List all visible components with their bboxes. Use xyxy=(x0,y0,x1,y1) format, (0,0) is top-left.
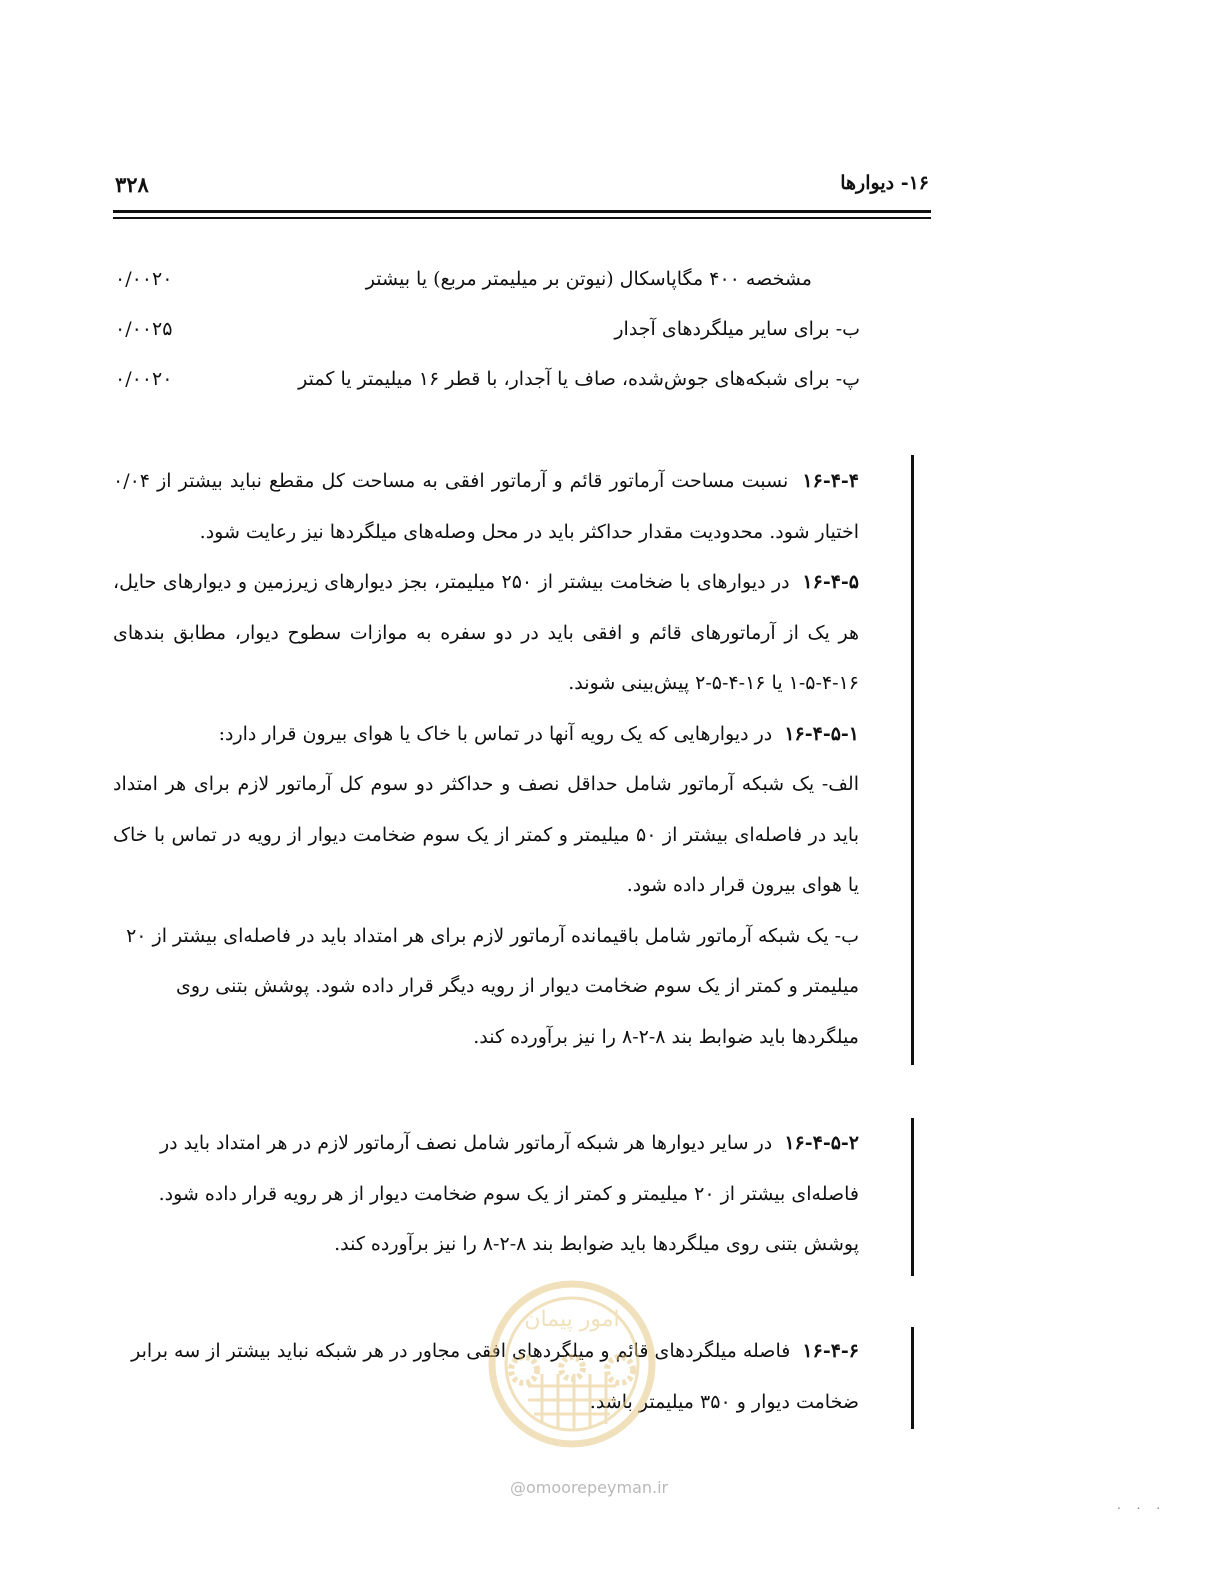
section-1 xyxy=(113,456,859,1062)
chapter-title: ۱۶- دیوارها xyxy=(840,172,929,194)
paragraph-16-4-5-2 xyxy=(113,1118,859,1270)
paragraph-16-4-5-1 xyxy=(113,709,859,760)
ratio-value: ۰/۰۰۲۰ xyxy=(115,368,173,390)
change-bar xyxy=(911,1118,914,1276)
clause-number: ۱۶-۴-۴ xyxy=(802,470,859,492)
watermark-logo-text: امور پیمان xyxy=(524,1307,620,1332)
clause-number: ۱۶-۴-۵ xyxy=(802,571,859,593)
ratio-row xyxy=(115,368,860,404)
watermark-logo-icon xyxy=(486,1278,658,1450)
stray-marks: . . . xyxy=(1117,1498,1167,1512)
clause-number: ۱۶-۴-۵-۱ xyxy=(784,722,859,745)
change-bar xyxy=(911,455,914,1065)
clause-number: ۱۶-۴-۵-۲ xyxy=(784,1132,859,1154)
ratio-row xyxy=(115,318,860,354)
paragraph-16-4-5 xyxy=(113,557,859,709)
ratio-text: ب- برای سایر میلگردهای آجدار xyxy=(614,318,860,340)
clause-text: در دیوارهای با ضخامت بیشتر از ۲۵۰ میلیمتر، بجز دیوارهای زیرزمین و دیوارهای حایل، هر یک از آرماتورهای قائم و افقی باید در دو سفره به موازات سطوح دیوار، مطابق بندهای ۱۶-۴-۵-۱ یا ۱۶-۴-۵-۲ پیش‌بینی شوند. xyxy=(113,571,859,694)
ratio-text: پ- برای شبکه‌های جوش‌شده، صاف یا آجدار، با قطر ۱۶ میلیمتر یا کمتر xyxy=(298,368,860,390)
clause-text: نسبت مساحت آرماتور قائم و آرماتور افقی به مساحت کل مقطع نباید بیشتر از ۰/۰۴ اختیار شود. محدودیت مقدار حداکثر باید در محل وصله‌های میلگردها نیز رعایت شود. xyxy=(113,470,859,543)
change-bar xyxy=(911,1327,914,1429)
paragraph-16-4-4 xyxy=(113,456,859,557)
clause-number: ۱۶-۴-۶ xyxy=(802,1340,859,1362)
ratio-text: مشخصه ۴۰۰ مگاپاسکال (نیوتن بر میلیمتر مربع) یا بیشتر xyxy=(365,268,812,290)
list-item-be: ب- یک شبکه آرماتور شامل باقیمانده آرماتور لازم برای هر امتداد باید در فاصله‌ای بیشتر از ۲۰ میلیمتر و کمتر از یک سوم ضخامت دیوار از رویه دیگر قرار داده شود. پوشش بتنی روی میلگردها باید ضوابط بند ۸-۲-۸ را نیز برآورده کند. xyxy=(126,924,859,1048)
section-2 xyxy=(113,1118,859,1270)
clause-text: در دیوارهایی که یک رویه آنها در تماس با خاک یا هوای بیرون قرار دارد: xyxy=(218,722,773,745)
ratio-value: ۰/۰۰۲۵ xyxy=(115,318,173,340)
page-number: ۳۲۸ xyxy=(115,172,149,197)
header-rule-thick xyxy=(113,210,931,213)
ratio-value: ۰/۰۰۲۰ xyxy=(115,268,173,290)
ratio-row xyxy=(115,268,860,304)
clause-text: فاصله میلگردهای قائم و میلگردهای افقی مجاور در هر شبکه نباید بیشتر از سه برابر ضخامت دیوار و ۳۵۰ میلیمتر باشد. xyxy=(131,1340,859,1413)
page-header xyxy=(115,172,929,200)
clause-text: در سایر دیوارها هر شبکه آرماتور شامل نصف آرماتور لازم در هر امتداد باید در فاصله‌ای بیشتر از ۲۰ میلیمتر و کمتر از یک سوم ضخامت دیوار از هر رویه قرار داده شود. پوشش بتنی روی میلگردها باید ضوابط بند ۸-۲-۸ را نیز برآورده کند. xyxy=(158,1132,859,1255)
watermark-url: @omoorepeyman.ir xyxy=(510,1478,669,1497)
header-rule-thin xyxy=(113,217,931,219)
list-item-alef: الف- یک شبکه آرماتور شامل حداقل نصف و حداکثر دو سوم کل آرماتور لازم برای هر امتداد باید در فاصله‌ای بیشتر از ۵۰ میلیمتر و کمتر از یک سوم ضخامت دیوار از رویه در تماس با خاک یا هوای بیرون قرار داده شود. xyxy=(113,773,860,896)
